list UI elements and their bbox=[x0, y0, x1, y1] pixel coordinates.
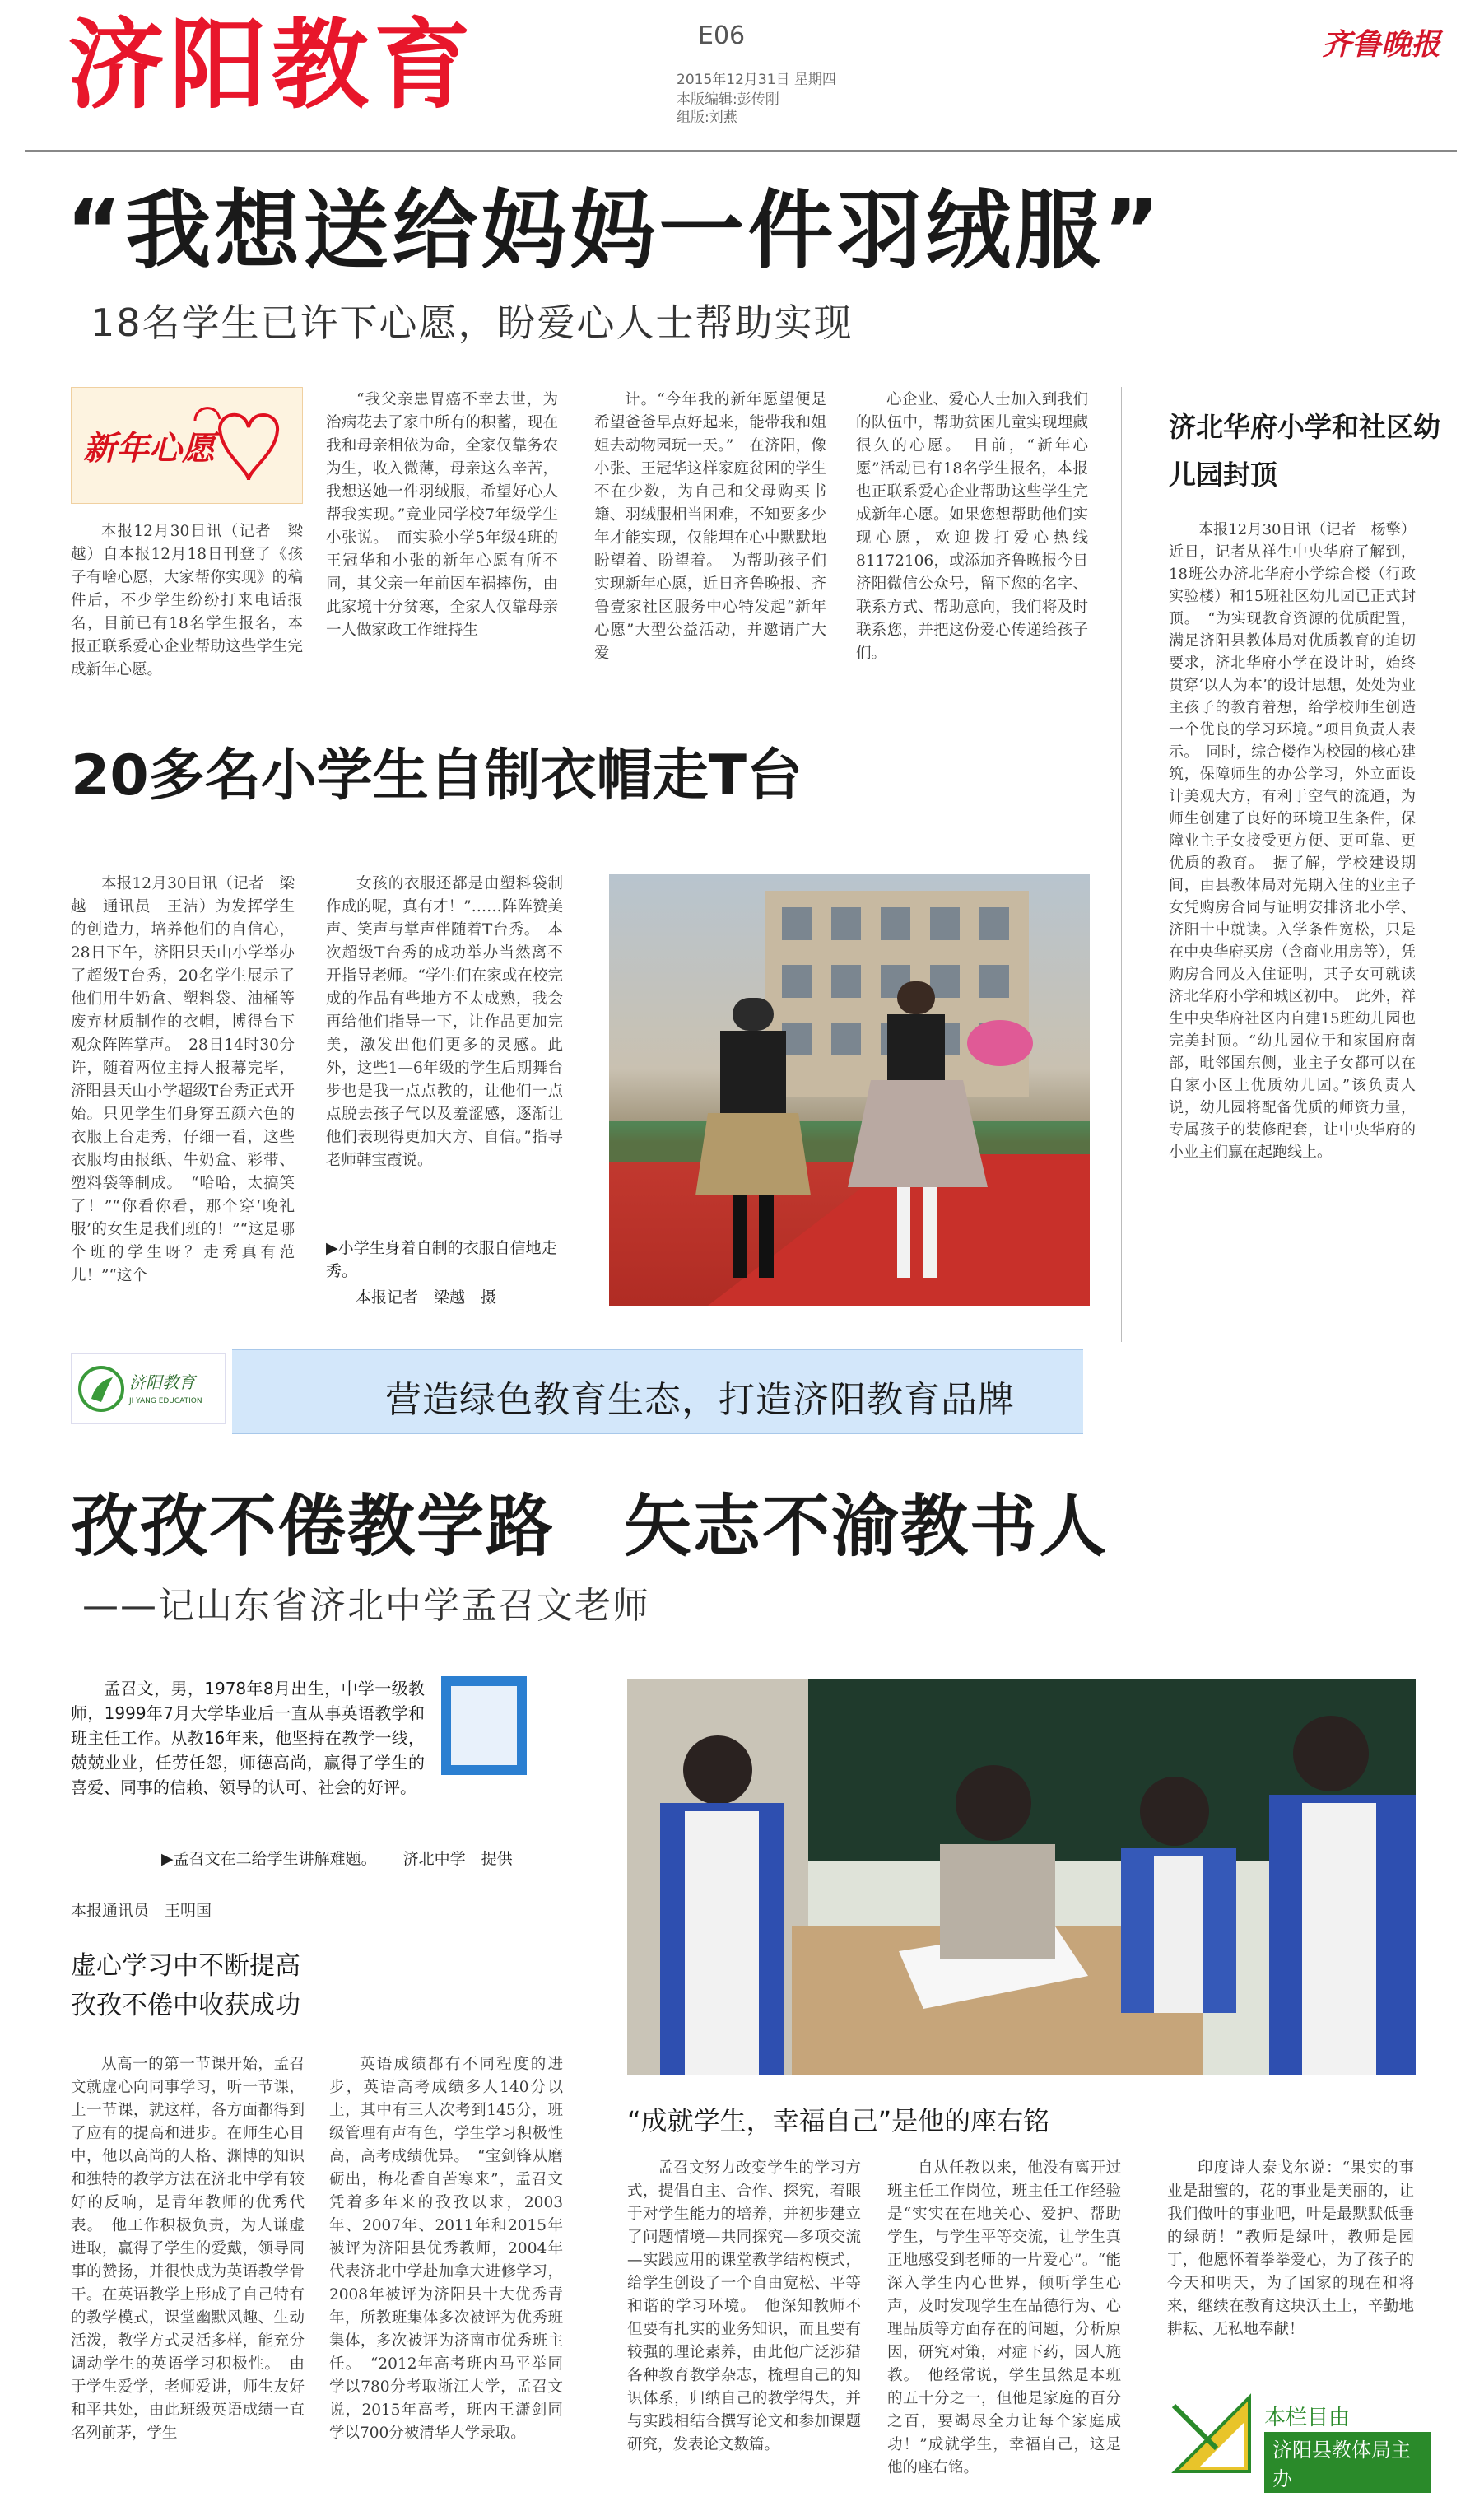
article4-col3-text: 孟召文努力改变学生的学习方式，提倡自主、合作、探究，着眼于对学生能力的培养，并初步建立了问题情境—共同探究—多项交流—实践应用的课堂教学结构模式，给学生创设了一个自由宽松、平等和谐的学习环境。 他深知教师不但要有扎实的业务知识，而且要有较强的理论素养，由此他广泛涉猎各种教育教学杂志，梳理自己的知识体系，归纳自己的教学得失，并与实践相结合撰写论文和参加课题研究，发表论文数篇。 bbox=[627, 2159, 861, 2453]
banner-strip bbox=[232, 1349, 1083, 1434]
article4-subhead: ——记山东省济北中学孟召文老师 bbox=[82, 1585, 650, 1627]
masthead bbox=[0, 0, 1484, 156]
section1-title-line1: 虚心学习中不断提高 bbox=[71, 1951, 300, 1981]
article2-col2-text: 女孩的衣服还都是由塑料袋制作成的呢，真有才！”……阵阵赞美声、笑声与掌声伴随着T台秀。 本次超级T台秀的成功举办当然离不开指导老师。“学生们在家或在校完成的作品有些地方不太成熟，我会再给他们指导一下，让作品更加完美，激发出他们更多的灵感。此外，这些1—6年级的学生后期舞台步也是我一点点教的，让他们一点点脱去孩子气以及羞涩感，逐渐让他们表现得更加大方、自信。”指导老师韩宝霞说。 bbox=[326, 875, 563, 1169]
issue-date: 2015年12月31日 星期四 bbox=[677, 72, 836, 88]
article4-col1-text: 从高一的第一节课开始，孟召文就虚心向同事学习，听一节课，上一节课，就这样，各方面都得到了应有的提高和进步。在师生心目中，他以高尚的人格、渊博的知识和独特的教学方法在济北中学有较好的反响，是青年教师的优秀代表。 他工作积极负责，为人谦虚进取，赢得了学生的爱戴，领导同事的赞扬，并很快成为英语教学骨干。在英语教学上形成了自己特有的教学模式，课堂幽默风趣、生动活泼，教学方式灵活多样，能充分调动学生的英语学习积极性。 由于学生爱学，老师爱讲，师生友好和平共处，由此班级英语成绩一直名列前茅，学生 bbox=[71, 2056, 305, 2442]
new-year-wish-text: 新年心愿 bbox=[83, 429, 215, 468]
article4-byline: 本报通讯员 王明国 bbox=[71, 1902, 212, 1920]
article2-col2 bbox=[326, 873, 563, 1172]
article2-headline: 20多名小学生自制衣帽走T台 bbox=[71, 743, 803, 808]
article1-subhead: 18名学生已许下心愿，盼爱心人士帮助实现 bbox=[91, 300, 854, 345]
article1-col1-text: 本报12月30日讯（记者 梁越）自本报12月18日刊登了《孩子有啥心愿，大家帮你实现》的稿件后，不少学生纷纷打来电话报名，目前已有18名学生报名，本报正联系爱心企业帮助这些学生完成新年心愿。 bbox=[71, 523, 303, 678]
accent-inner bbox=[451, 1686, 517, 1765]
tstage-photo bbox=[609, 874, 1090, 1306]
section1-title bbox=[71, 1946, 300, 2025]
article1-col4-text: 心企业、爱心人士加入到我们的队伍中，帮助贫困儿童实现埋藏很久的心愿。 目前，“新年心愿”活动已有18名学生报名，本报也正联系爱心企业帮助这些学生完成新年心愿。如果您想帮助他们实现心愿，欢迎拨打爱心热线81172106，或添加齐鲁晚报今日济阳微信公众号，留下您的名字、联系方式、帮助意向，我们将及时联系您，并把这份爱心传递给孩子们。 bbox=[856, 391, 1088, 662]
article1-col4 bbox=[856, 389, 1088, 665]
article4-intro bbox=[71, 1676, 425, 1800]
article3-headline bbox=[1169, 403, 1449, 499]
article2-caption-text: ▶小学生身着自制的衣服自信地走秀。 bbox=[326, 1239, 557, 1280]
article2-photo-credit: 本报记者 梁越 摄 bbox=[356, 1288, 497, 1307]
banner-logo-subtext: JI YANG EDUCATION bbox=[129, 1397, 202, 1405]
article1-headline: “我想送给妈妈一件羽绒服” bbox=[66, 180, 1163, 281]
article4-col2-text: 英语成绩都有不同程度的进步，英语高考成绩多人140分以上，其中有三人次考到145分，班级管理有声有色，学生学习积极性高，高考成绩优异。 “宝剑锋从磨砺出，梅花香自苦寒来”，孟召文凭着多年来的孜孜以求，2003年、2007年、2011年和2015年被评为济阳县优秀教师，2004年代表济北中学赴加拿大进修学习，2008年被评为济阳县十大优秀青年，所教班集体多次被评为优秀班集体，多次被评为济南市优秀班主任。 “2012年高考班内马平举同学以780分考取浙江大学，孟召文说，2015年高考，班内王潇剑同学以700分被清华大学录取。 bbox=[329, 2056, 563, 2442]
article4-caption-text: ▶孟召文在二给学生讲解难题。 bbox=[161, 1850, 377, 1868]
article4-intro-text: 孟召文，男，1978年8月出生，中学一级教师，1999年7月大学毕业后一直从事英语教学和班主任工作。从教16年来，他坚持在教学一线，兢兢业业，任劳任怨，师德高尚，赢得了学生的喜爱、同事的信赖、领导的认可、社会的好评。 bbox=[71, 1679, 425, 1797]
column-divider bbox=[1121, 387, 1122, 1342]
sponsor-line2: 济阳县教体局主办 bbox=[1264, 2432, 1431, 2493]
article4-headline: 孜孜不倦教学路 矢志不渝教书人 bbox=[71, 1488, 1109, 1566]
banner-slogan: 营造绿色教育生态，打造济阳教育品牌 bbox=[385, 1379, 1015, 1421]
article4-col3 bbox=[627, 2157, 861, 2457]
classroom-scene bbox=[627, 1679, 1416, 2075]
section1-title-line2: 孜孜不倦中收获成功 bbox=[71, 1991, 300, 2020]
slogan-banner bbox=[71, 1349, 1083, 1431]
article2-col1 bbox=[71, 873, 295, 1288]
article1-col2-text: “我父亲患胃癌不幸去世，为治病花去了家中所有的积蓄，现在我和母亲相依为命，全家仅靠务农为生，收入微薄，母亲这么辛苦，我想送她一件羽绒服，希望好心人帮我实现。”竞业园学校7年级学生小张说。 而实验小学5年级4班的王冠华和小张的新年心愿有所不同，其父亲一年前因车祸摔伤，由此家境十分贫寒，全家人仅靠母亲一人做家政工作维持生 bbox=[326, 391, 558, 639]
banner-logo bbox=[71, 1353, 226, 1424]
article3-body-text: 本报12月30日讯（记者 杨擎）近日，记者从祥生中央华府了解到，18班公办济北华府小学综合楼（行政实验楼）和15班社区幼儿园已正式封顶。 “为实现教育资源的优质配置，满足济阳县教体局对优质教育的迫切要求，济北华府小学在设计时，始终贯穿‘以人为本’的设计思想，处处为业主孩子的教育着想，给学校师生创造一个优良的学习环境。”项目负责人表示。 同时，综合楼作为校园的核心建筑，保障师生的办公学习，外立面设计美观大方，有利于空气的流通，为师生创建了良好的环境卫生条件，保障业主子女接受更方便、更可靠、更优质的教育。 据了解，学校建设期间，由县教体局对先期入住的业主子女凭购房合同与证明安排济北小学、济阳十中就读。入学条件宽松，只是在中央华府买房（含商业用房等），凭购房合同及入住证明，其子女可就读济北华府小学和城区初中。 此外，祥生中央华府社区内自建15班幼儿园也完美封顶。“幼儿园位于和家国府南部，毗邻国东侧，业主子女都可以在自家小区上优质幼儿园。”该负责人说，幼儿园将配备优质的师资力量，专属孩子的装修配套，让中央华府的小业主们赢在起跑线上。 bbox=[1169, 521, 1416, 1161]
layout-credit: 组版:刘燕 bbox=[677, 109, 737, 126]
ruler-triangle-icon bbox=[1167, 2389, 1258, 2480]
newspaper-logo: 齐鲁晚报 bbox=[1322, 27, 1441, 62]
article1-col2 bbox=[326, 389, 558, 642]
article3-headline-text: 济北华府小学和社区幼儿园封顶 bbox=[1169, 411, 1440, 491]
column-sponsor-badge bbox=[1167, 2389, 1431, 2490]
article4-photo-caption bbox=[161, 1847, 573, 1870]
article2-photo-caption bbox=[326, 1237, 573, 1309]
article4-col5-text: 印度诗人泰戈尔说：“果实的事业是甜蜜的，花的事业是美丽的，让我们做叶的事业吧，叶是最默默低垂的绿荫！”教师是绿叶，教师是园丁，他愿怀着拳拳爱心，为了孩子的今天和明天，为了国家的现在和将来，继续在教育这块沃土上，辛勤地耕耘、无私地奉献！ bbox=[1167, 2159, 1414, 2338]
article3-body bbox=[1169, 519, 1416, 1163]
article4-col5 bbox=[1167, 2157, 1414, 2341]
page-number: E06 bbox=[698, 21, 746, 50]
education-logo-icon bbox=[77, 1364, 126, 1414]
article4-col1 bbox=[71, 2053, 305, 2445]
editor-credit: 本版编辑:彭传刚 bbox=[677, 91, 779, 108]
classroom-photo bbox=[627, 1679, 1416, 2075]
article1-col1 bbox=[71, 520, 303, 682]
article1-col3 bbox=[594, 389, 826, 665]
intro-accent-block bbox=[441, 1676, 527, 1775]
sponsor-line1: 本栏目由 bbox=[1264, 2406, 1351, 2430]
article4-col4 bbox=[887, 2157, 1121, 2480]
article2-col1-text: 本报12月30日讯（记者 梁越 通讯员 王洁）为发挥学生的创造力，培养他们的自信心，28日下午，济阳县天山小学举办了超级T台秀，20名学生展示了他们用牛奶盒、塑料袋、油桶等废弃材质制作的衣帽，博得台下观众阵阵掌声。 28日14时30分许，随着两位主持人报幕完毕，济阳县天山小学超级T台秀正式开始。只见学生们身穿五颜六色的衣服上台走秀，仔细一看，这些衣服均由报纸、牛奶盒、彩带、塑料袋等制成。 “哈哈，太搞笑了！”“你看你看，那个穿‘晚礼服’的女生是我们班的！”“这是哪个班的学生呀？走秀真有范儿！”“这个 bbox=[71, 875, 295, 1284]
tstage-scene bbox=[609, 874, 1090, 1306]
new-year-wish-logo bbox=[71, 387, 303, 504]
article4-col2 bbox=[329, 2053, 563, 2445]
masthead-rule bbox=[25, 150, 1457, 152]
article4-photo-credit: 济北中学 提供 bbox=[402, 1850, 513, 1868]
article1-col3-text: 计。“今年我的新年愿望便是希望爸爸早点好起来，能带我和姐姐去动物园玩一天。” 在济阳，像小张、王冠华这样家庭贫困的学生不在少数，为自己和父母购买书籍、羽绒服相当困难，不知要多少年才能实现，仅能埋在心中默默地盼望着、盼望着。 为帮助孩子们实现新年心愿，近日齐鲁晚报、齐鲁壹家社区服务中心特发起“新年心愿”大型公益活动，并邀请广大爱 bbox=[594, 391, 826, 662]
masthead-title: 济阳教育 bbox=[67, 8, 477, 122]
banner-logo-text: 济阳教育 bbox=[129, 1372, 195, 1392]
section2-title: “成就学生，幸福自己”是他的座右铭 bbox=[627, 2105, 1050, 2136]
article4-col4-text: 自从任教以来，他没有离开过班主任工作岗位，班主任工作经验是“实实在在地关心、爱护、帮助学生，与学生平等交流，让学生真正地感受到老师的一片爱心”。“能深入学生内心世界，倾听学生心声，及时发现学生在品德行为、心理品质等方面存在的问题，分析原因，研究对策，对症下药，因人施教。 他经常说，学生虽然是本班的五十分之一，但他是家庭的百分之百，要竭尽全力让每个家庭成功！”成就学生，幸福自己，这是他的座右铭。 bbox=[887, 2159, 1121, 2476]
